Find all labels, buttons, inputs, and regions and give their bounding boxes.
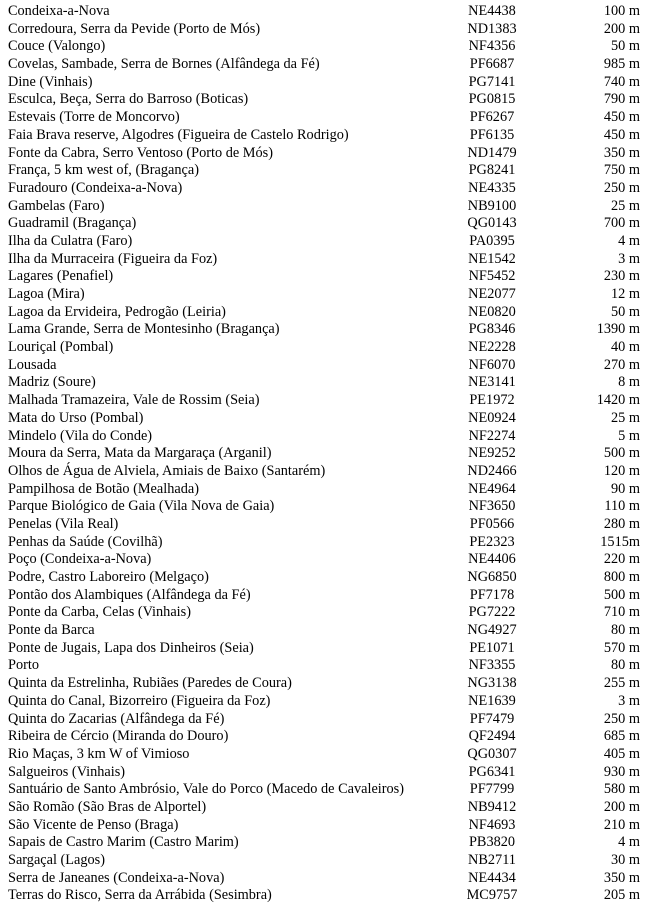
locality-cell: Lousada [8, 356, 57, 373]
table-row [8, 445, 640, 463]
locality-cell: Ilha da Murraceira (Figueira da Foz) [8, 250, 218, 267]
locality-cell: Mindelo (Vila do Conde) [8, 427, 153, 444]
table-row [8, 109, 640, 127]
altitude-cell: 930 m [603, 763, 640, 780]
utm-cell: NE4406 [468, 551, 516, 568]
utm-cell: PF7479 [469, 710, 515, 727]
altitude-cell: 270 m [603, 356, 640, 373]
altitude-cell: 12 m [611, 286, 640, 302]
utm-cell: NG6850 [467, 569, 517, 585]
utm-cell: NF5452 [468, 268, 516, 285]
utm-cell: NB9412 [467, 798, 517, 815]
altitude-cell: 200 m [603, 798, 640, 815]
utm-cell: MC9757 [466, 887, 518, 904]
altitude-cell: 80 m [611, 622, 640, 639]
altitude-cell: 350 m [603, 144, 640, 161]
altitude-cell: 25 m [611, 409, 640, 426]
altitude-cell: 8 m [618, 374, 640, 391]
table-row [8, 817, 640, 835]
table-row [8, 569, 640, 587]
locality-cell: França, 5 km west of, (Bragança) [8, 162, 199, 179]
locality-cell: Moura da Serra, Mata da Margaraça (Arganil) [8, 445, 272, 462]
altitude-cell: 580 m [603, 781, 640, 798]
locality-cell: Madriz (Soure) [8, 374, 96, 391]
locality-cell: Louriçal (Pombal) [8, 339, 114, 356]
locality-cell: Parque Biológico de Gaia (Vila Nova de Gaia) [8, 498, 275, 515]
locality-cell: Penhas da Saúde (Covilhã) [8, 533, 163, 550]
altitude-cell: 985 m [603, 56, 640, 73]
locality-cell: Ponte da Carba, Celas (Vinhais) [8, 604, 191, 621]
table-row [8, 162, 640, 180]
altitude-cell: 350 m [603, 869, 640, 886]
locality-cell: Lagoa (Mira) [8, 286, 85, 302]
locality-cell: Malhada Tramazeira, Vale de Rossim (Seia) [8, 392, 260, 409]
locality-cell: São Vicente de Penso (Braga) [8, 816, 179, 833]
locality-cell: Terras do Risco, Serra da Arrábida (Sesimbra) [8, 887, 272, 904]
table-row [8, 604, 640, 622]
table-row [8, 268, 640, 286]
altitude-cell: 750 m [603, 162, 640, 179]
locality-cell: Covelas, Sambade, Serra de Bornes (Alfândega da Fé) [8, 56, 320, 73]
altitude-cell: 50 m [611, 303, 640, 320]
altitude-cell: 90 m [611, 480, 640, 497]
utm-cell: NE2228 [468, 339, 516, 356]
altitude-cell: 3 m [618, 692, 640, 709]
locality-cell: Salgueiros (Vinhais) [8, 763, 126, 780]
locality-cell: Dine (Vinhais) [8, 73, 93, 90]
altitude-cell: 250 m [603, 179, 640, 196]
altitude-cell: 450 m [603, 109, 640, 126]
table-row [8, 870, 640, 888]
utm-cell: ND2466 [467, 462, 517, 479]
table-row [8, 746, 640, 764]
utm-cell: NB2711 [468, 852, 516, 868]
altitude-cell: 700 m [603, 215, 640, 232]
altitude-cell: 210 m [603, 816, 640, 833]
table-row [8, 463, 640, 481]
table-row [8, 534, 640, 552]
utm-cell: NE1542 [468, 250, 516, 267]
table-row [8, 799, 640, 817]
utm-cell: NG4927 [467, 622, 517, 639]
locality-cell: Quinta do Zacarias (Alfândega da Fé) [8, 710, 225, 727]
altitude-cell: 250 m [603, 710, 640, 727]
altitude-cell: 200 m [603, 20, 640, 37]
utm-cell: NB9100 [467, 197, 517, 214]
utm-cell: NG3138 [467, 675, 517, 692]
altitude-cell: 25 m [611, 197, 640, 214]
altitude-cell: 5 m [618, 427, 640, 444]
utm-cell: NE4434 [468, 869, 516, 886]
locality-cell: Porto [8, 657, 39, 674]
table-row [8, 693, 640, 711]
locality-cell: São Romão (São Bras de Alportel) [8, 798, 207, 815]
locality-cell: Mata do Urso (Pombal) [8, 409, 144, 426]
locality-table [8, 3, 640, 905]
locality-cell: Corredoura, Serra da Pevide (Porto de Mós) [8, 20, 261, 37]
table-row [8, 286, 640, 304]
altitude-cell: 1390 m [596, 321, 640, 338]
utm-cell: ND1479 [467, 144, 517, 161]
altitude-cell: 50 m [611, 38, 640, 55]
locality-cell: Lama Grande, Serra de Montesinho (Bragança) [8, 321, 280, 338]
table-row [8, 481, 640, 499]
utm-cell: QG0143 [467, 215, 517, 232]
table-row [8, 516, 640, 534]
locality-cell: Ilha da Culatra (Faro) [8, 232, 133, 249]
locality-cell: Santuário de Santo Ambrósio, Vale do Porco (Macedo de Cavaleiros) [8, 781, 404, 798]
locality-cell: Ribeira de Cércio (Miranda do Douro) [8, 728, 229, 745]
locality-cell: Penelas (Vila Real) [8, 515, 119, 532]
altitude-cell: 40 m [611, 339, 640, 356]
altitude-cell: 120 m [603, 462, 640, 479]
locality-cell: Poço (Condeixa-a-Nova) [8, 551, 152, 568]
table-row [8, 357, 640, 375]
locality-cell: Pampilhosa de Botão (Mealhada) [8, 480, 199, 497]
table-row [8, 622, 640, 640]
altitude-cell: 280 m [603, 515, 640, 532]
table-row [8, 428, 640, 446]
utm-cell: NF3355 [468, 657, 516, 674]
locality-cell: Quinta da Estrelinha, Rubiães (Paredes de Coura) [8, 675, 292, 692]
altitude-cell: 790 m [603, 91, 640, 108]
locality-cell: Ponte da Barca [8, 622, 95, 639]
locality-cell: Gambelas (Faro) [8, 197, 105, 214]
table-row [8, 91, 640, 109]
table-row [8, 321, 640, 339]
utm-cell: QG0307 [467, 745, 517, 762]
altitude-cell: 405 m [603, 745, 640, 762]
locality-cell: Condeixa-a-Nova [8, 3, 110, 19]
table-row [8, 339, 640, 357]
locality-cell: Serra de Janeanes (Condeixa-a-Nova) [8, 869, 225, 886]
table-row [8, 764, 640, 782]
utm-cell: PF6267 [469, 109, 515, 126]
altitude-cell: 685 m [603, 728, 640, 745]
utm-cell: PF7799 [469, 781, 515, 798]
utm-cell: PG6341 [468, 763, 516, 780]
table-row [8, 251, 640, 269]
table-row [8, 215, 640, 233]
utm-cell: PF0566 [469, 515, 515, 532]
altitude-cell: 4 m [618, 232, 640, 249]
locality-cell: Estevais (Torre de Moncorvo) [8, 109, 180, 126]
altitude-cell: 1420 m [596, 392, 640, 409]
table-row [8, 675, 640, 693]
table-row [8, 74, 640, 92]
altitude-cell: 450 m [603, 126, 640, 143]
utm-cell: NE1639 [468, 692, 516, 709]
utm-cell: NE0924 [468, 409, 516, 426]
utm-cell: NF4356 [468, 38, 516, 55]
table-row [8, 587, 640, 605]
utm-cell: PE1972 [469, 392, 515, 409]
utm-cell: NE4438 [468, 3, 516, 19]
table-row [8, 233, 640, 251]
utm-cell: PF6687 [469, 56, 515, 73]
utm-cell: NE0820 [468, 303, 516, 320]
altitude-cell: 800 m [603, 569, 640, 585]
utm-cell: PG7222 [468, 604, 516, 621]
table-row [8, 834, 640, 852]
table-row [8, 392, 640, 410]
altitude-cell: 500 m [603, 445, 640, 462]
locality-cell: Faia Brava reserve, Algodres (Figueira de Castelo Rodrigo) [8, 126, 349, 143]
locality-cell: Furadouro (Condeixa-a-Nova) [8, 179, 183, 196]
utm-cell: NE4964 [468, 480, 516, 497]
table-row [8, 498, 640, 516]
table-row [8, 180, 640, 198]
utm-cell: NF4693 [468, 816, 516, 833]
locality-cell: Lagoa da Ervideira, Pedrogão (Leiria) [8, 303, 226, 320]
table-row [8, 657, 640, 675]
altitude-cell: 4 m [618, 834, 640, 851]
utm-cell: PF6135 [469, 126, 515, 143]
table-row [8, 640, 640, 658]
utm-cell: PE2323 [469, 533, 515, 550]
utm-cell: PA0395 [469, 232, 515, 249]
altitude-cell: 230 m [603, 268, 640, 285]
utm-cell: PB3820 [468, 834, 516, 851]
utm-cell: PG8241 [468, 162, 516, 179]
utm-cell: NE3141 [468, 374, 516, 391]
utm-cell: PG0815 [468, 91, 516, 108]
table-row [8, 728, 640, 746]
locality-cell: Sapais de Castro Marim (Castro Marim) [8, 834, 239, 851]
locality-cell: Ponte de Jugais, Lapa dos Dinheiros (Seia) [8, 639, 254, 656]
table-row [8, 38, 640, 56]
altitude-cell: 500 m [603, 586, 640, 603]
table-row [8, 711, 640, 729]
locality-cell: Sargaçal (Lagos) [8, 852, 105, 868]
locality-cell: Rio Maças, 3 km W of Vimioso [8, 745, 190, 762]
table-row [8, 304, 640, 322]
table-row [8, 781, 640, 799]
table-row [8, 410, 640, 428]
locality-cell: Guadramil (Bragança) [8, 215, 137, 232]
altitude-cell: 220 m [603, 551, 640, 568]
altitude-cell: 1515m [600, 533, 640, 550]
table-row [8, 551, 640, 569]
locality-cell: Quinta do Canal, Bizorreiro (Figueira da Foz) [8, 692, 271, 709]
altitude-cell: 205 m [603, 887, 640, 904]
table-row [8, 21, 640, 39]
table-row [8, 887, 640, 905]
utm-cell: QF2494 [468, 728, 516, 745]
locality-cell: Pontão dos Alambiques (Alfândega da Fé) [8, 586, 251, 603]
table-row [8, 56, 640, 74]
altitude-cell: 80 m [611, 657, 640, 674]
altitude-cell: 710 m [603, 604, 640, 621]
utm-cell: NF3650 [468, 498, 516, 515]
altitude-cell: 110 m [604, 498, 640, 515]
table-row [8, 852, 640, 870]
altitude-cell: 30 m [611, 852, 640, 868]
utm-cell: NE4335 [468, 179, 516, 196]
altitude-cell: 3 m [618, 250, 640, 267]
altitude-cell: 100 m [603, 3, 640, 19]
altitude-cell: 570 m [603, 639, 640, 656]
table-row [8, 145, 640, 163]
utm-cell: ND1383 [467, 20, 517, 37]
utm-cell: PE1071 [469, 639, 515, 656]
utm-cell: PG7141 [468, 73, 516, 90]
table-row [8, 198, 640, 216]
table-row [8, 127, 640, 145]
utm-cell: NE2077 [468, 286, 516, 302]
table-row [8, 374, 640, 392]
utm-cell: NF6070 [468, 356, 516, 373]
utm-cell: NF2274 [468, 427, 516, 444]
locality-cell: Esculca, Beça, Serra do Barroso (Boticas) [8, 91, 249, 108]
altitude-cell: 255 m [603, 675, 640, 692]
utm-cell: NE9252 [468, 445, 516, 462]
table-row [8, 3, 640, 21]
locality-cell: Olhos de Água de Alviela, Amiais de Baixo (Santarém) [8, 462, 326, 479]
utm-cell: PF7178 [469, 586, 515, 603]
locality-cell: Couce (Valongo) [8, 38, 106, 55]
locality-cell: Podre, Castro Laboreiro (Melgaço) [8, 569, 209, 585]
altitude-cell: 740 m [603, 73, 640, 90]
utm-cell: PG8346 [468, 321, 516, 338]
locality-cell: Fonte da Cabra, Serro Ventoso (Porto de Mós) [8, 144, 273, 161]
locality-cell: Lagares (Penafiel) [8, 268, 114, 285]
